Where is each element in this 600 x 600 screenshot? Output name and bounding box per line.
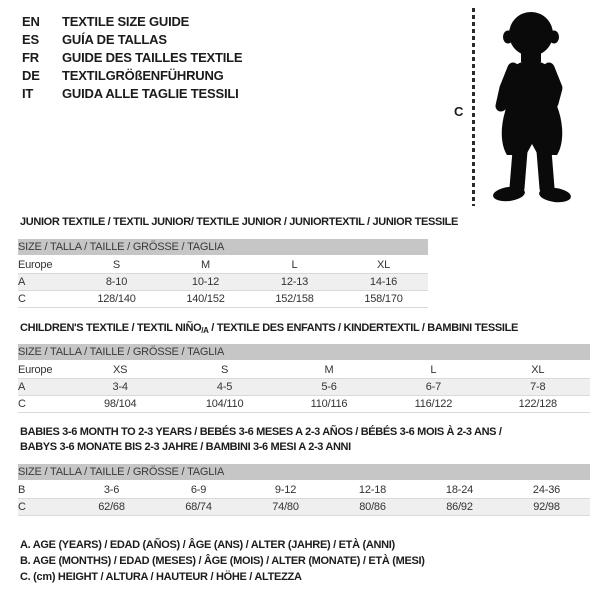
language-code: IT <box>22 86 34 101</box>
language-title: GUIDE DES TAILLES TEXTILE <box>62 50 243 65</box>
size-cell: 128/140 <box>72 291 161 308</box>
language-row <box>22 67 242 85</box>
row-label-europe: Europe <box>18 361 68 379</box>
size-cell: M <box>161 256 250 274</box>
size-cell: 18-24 <box>416 481 503 499</box>
language-title: GUÍA DE TALLAS <box>62 32 167 47</box>
size-cell: XS <box>68 361 172 379</box>
size-cell: 68/74 <box>155 499 242 516</box>
size-header-bar: SIZE / TALLA / TAILLE / GRÖSSE / TAGLIA <box>18 239 428 256</box>
language-title: GUIDA ALLE TAGLIE TESSILI <box>62 86 239 101</box>
size-cell: 92/98 <box>503 499 590 516</box>
babies-size-table <box>18 464 590 516</box>
babies-title-line2: BABYS 3-6 MONATE BIS 2-3 JAHRE / BAMBINI 3-6 MESI A 2-3 ANNI <box>20 441 351 453</box>
baby-silhouette-icon <box>479 6 587 206</box>
row-label-a: A <box>18 274 72 291</box>
size-header-bar: SIZE / TALLA / TAILLE / GRÖSSE / TAGLIA <box>18 464 590 481</box>
legend-line-c: C. (cm) HEIGHT / ALTURA / HAUTEUR / HÖHE / ALTEZZA <box>20 571 302 583</box>
language-row <box>22 13 242 31</box>
babies-table-title <box>20 425 502 455</box>
measure-legend <box>20 537 425 585</box>
size-cell: XL <box>339 256 428 274</box>
size-cell: 152/158 <box>250 291 339 308</box>
size-header-bar: SIZE / TALLA / TAILLE / GRÖSSE / TAGLIA <box>18 344 590 361</box>
size-cell: 12-13 <box>250 274 339 291</box>
size-cell: 122/128 <box>486 396 590 413</box>
row-label-c: C <box>18 291 72 308</box>
size-cell: 5-6 <box>277 379 381 396</box>
size-cell: 62/68 <box>68 499 155 516</box>
size-cell: S <box>172 361 276 379</box>
size-cell: 6-7 <box>381 379 485 396</box>
language-row <box>22 31 242 49</box>
language-title: TEXTILE SIZE GUIDE <box>62 14 190 29</box>
size-cell: XL <box>486 361 590 379</box>
babies-title-line1: BABIES 3-6 MONTH TO 2-3 YEARS / BEBÉS 3-6 MESES A 2-3 AÑOS / BÉBÉS 3-6 MOIS À 2-3 ANS / <box>20 426 502 438</box>
legend-line-b: B. AGE (MONTHS) / EDAD (MESES) / ÂGE (MOIS) / ALTER (MONATE) / ETÀ (MESI) <box>20 555 425 567</box>
row-label-b: B <box>18 481 68 499</box>
size-cell: 9-12 <box>242 481 329 499</box>
language-row <box>22 49 242 67</box>
size-cell: M <box>277 361 381 379</box>
size-cell: 74/80 <box>242 499 329 516</box>
language-code: DE <box>22 68 40 83</box>
language-row <box>22 85 242 103</box>
children-title-post: / TEXTILE DES ENFANTS / KINDERTEXTIL / BAMBINI TESSILE <box>208 322 518 334</box>
row-label-c: C <box>18 396 68 413</box>
legend-line-a: A. AGE (YEARS) / EDAD (AÑOS) / ÂGE (ANS) / ALTER (JAHRE) / ETÀ (ANNI) <box>20 539 395 551</box>
size-cell: 158/170 <box>339 291 428 308</box>
size-cell: 116/122 <box>381 396 485 413</box>
children-title-pre: CHILDREN'S TEXTILE / TEXTIL NIÑO <box>20 322 202 334</box>
size-cell: 110/116 <box>277 396 381 413</box>
language-code: EN <box>22 14 40 29</box>
row-label-c: C <box>18 499 68 516</box>
size-cell: 7-8 <box>486 379 590 396</box>
row-label-europe: Europe <box>18 256 72 274</box>
language-title: TEXTILGRÖßENFÜHRUNG <box>62 68 224 83</box>
row-label-a: A <box>18 379 68 396</box>
size-cell: 24-36 <box>503 481 590 499</box>
size-cell: 86/92 <box>416 499 503 516</box>
size-cell: 10-12 <box>161 274 250 291</box>
junior-table-title: JUNIOR TEXTILE / TEXTIL JUNIOR/ TEXTILE JUNIOR / JUNIORTEXTIL / JUNIOR TESSILE <box>20 216 459 228</box>
size-cell: 104/110 <box>172 396 276 413</box>
language-code: FR <box>22 50 39 65</box>
children-table-title <box>20 321 518 338</box>
size-cell: 8-10 <box>72 274 161 291</box>
size-cell: L <box>250 256 339 274</box>
language-code: ES <box>22 32 39 47</box>
size-cell: 3-6 <box>68 481 155 499</box>
size-cell: L <box>381 361 485 379</box>
children-title-sub: /A <box>201 326 209 335</box>
junior-size-table <box>18 239 428 308</box>
size-cell: 80/86 <box>329 499 416 516</box>
size-cell: 140/152 <box>161 291 250 308</box>
size-cell: S <box>72 256 161 274</box>
size-cell: 12-18 <box>329 481 416 499</box>
language-header <box>22 13 242 103</box>
size-cell: 14-16 <box>339 274 428 291</box>
size-cell: 3-4 <box>68 379 172 396</box>
size-cell: 6-9 <box>155 481 242 499</box>
children-size-table <box>18 344 590 413</box>
height-measure-dashed-line <box>472 8 475 206</box>
size-cell: 4-5 <box>172 379 276 396</box>
size-cell: 98/104 <box>68 396 172 413</box>
measure-label-c: C <box>454 104 464 119</box>
